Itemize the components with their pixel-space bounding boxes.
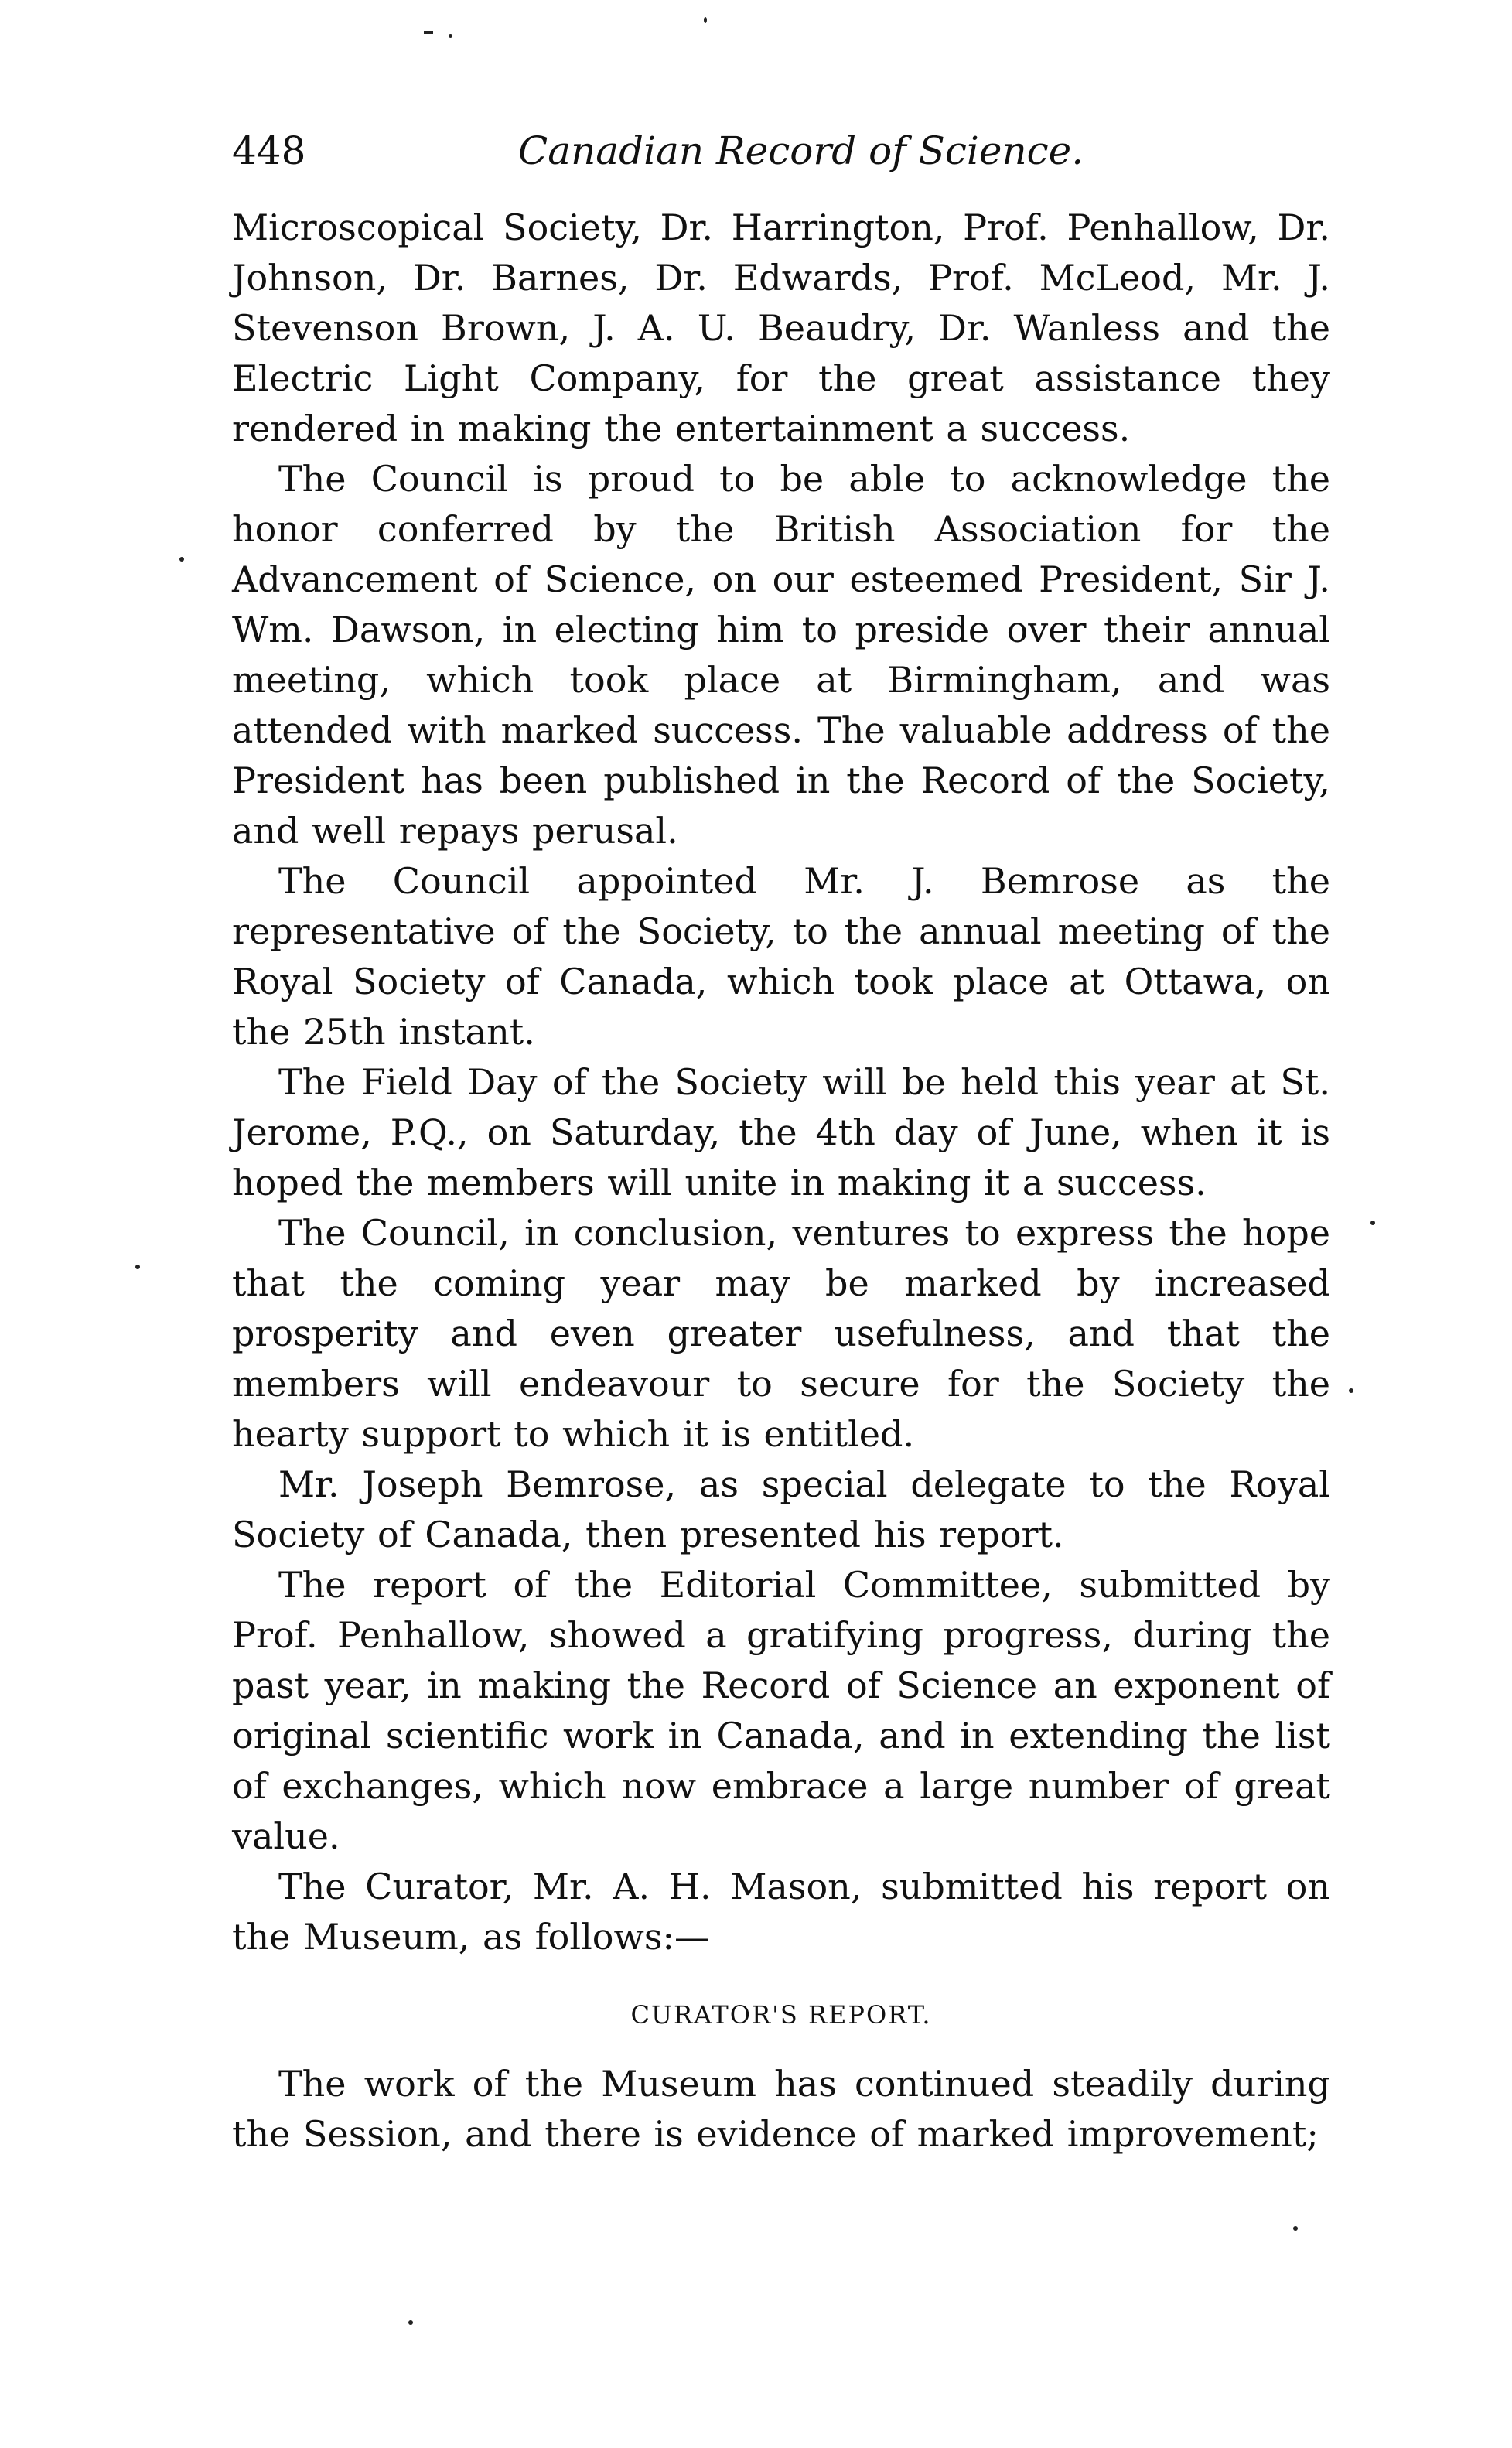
body-text — [232, 203, 1330, 2159]
print-speck — [408, 2320, 413, 2325]
print-speck — [449, 34, 452, 38]
paragraph: The Council appointed Mr. J. Bemrose as the representative of the Society, to the annual meeting of the Royal Society of Canada, which took place at Ottawa, on the 25th instant. — [232, 860, 1330, 1053]
paragraph: The report of the Editorial Committee, submitted by Prof. Penhallow, showed a gratifying progress, during the past year, in making the Record of Science an exponent of original scientific work in Canada, and in extending the list of exchanges, which now embrace a large number of great value. — [232, 1564, 1330, 1857]
section-heading: CURATOR'S REPORT. — [630, 2000, 932, 2030]
paragraph: The work of the Museum has continued steadily during the Session, and there is evidence of marked improvement; — [232, 2063, 1330, 2155]
paragraph: The Curator, Mr. A. H. Mason, submitted his report on the Museum, as follows:— — [232, 1866, 1330, 1958]
paragraph: Microscopical Society, Dr. Harrington, Prof. Penhallow, Dr. Johnson, Dr. Barnes, Dr. Edwards, Prof. McLeod, Mr. J. Stevenson Brown, J. A. U. Beaudry, Dr. Wanless and the Electric Light Company, for the great assistance they rendered in making the entertainment a success. — [232, 207, 1330, 449]
running-title: Canadian Record of Science. — [518, 128, 1084, 173]
paragraph: The Council is proud to be able to acknowledge the honor conferred by the British Association for the Advancement of Science, on our esteemed President, Sir J. Wm. Dawson, in electing him to preside over their annual meeting, which took place at Birmingham, and was attended with marked success. The valuable address of the President has been published in the Record of the Society, and well repays perusal. — [232, 458, 1330, 852]
print-speck — [179, 557, 184, 562]
paragraph: The Field Day of the Society will be held this year at St. Jerome, P.Q., on Saturday, the 4th day of June, when it is hoped the members will unite in making it a success. — [232, 1061, 1330, 1204]
print-speck — [704, 17, 707, 23]
paragraph: The Council, in conclusion, ventures to express the hope that the coming year may be marked by increased prosperity and even greater usefulness, and that the members will endeavour to secure for the Society the hearty support to which it is entitled. — [232, 1212, 1330, 1455]
print-speck — [424, 31, 433, 34]
print-speck — [1370, 1221, 1375, 1225]
print-speck — [135, 1265, 140, 1269]
paragraph: Mr. Joseph Bemrose, as special delegate to the Royal Society of Canada, then presented his report. — [232, 1463, 1330, 1555]
page-number: 448 — [232, 128, 306, 173]
running-header — [232, 124, 1330, 178]
print-speck — [1293, 2226, 1298, 2231]
print-speck — [1349, 1388, 1353, 1393]
